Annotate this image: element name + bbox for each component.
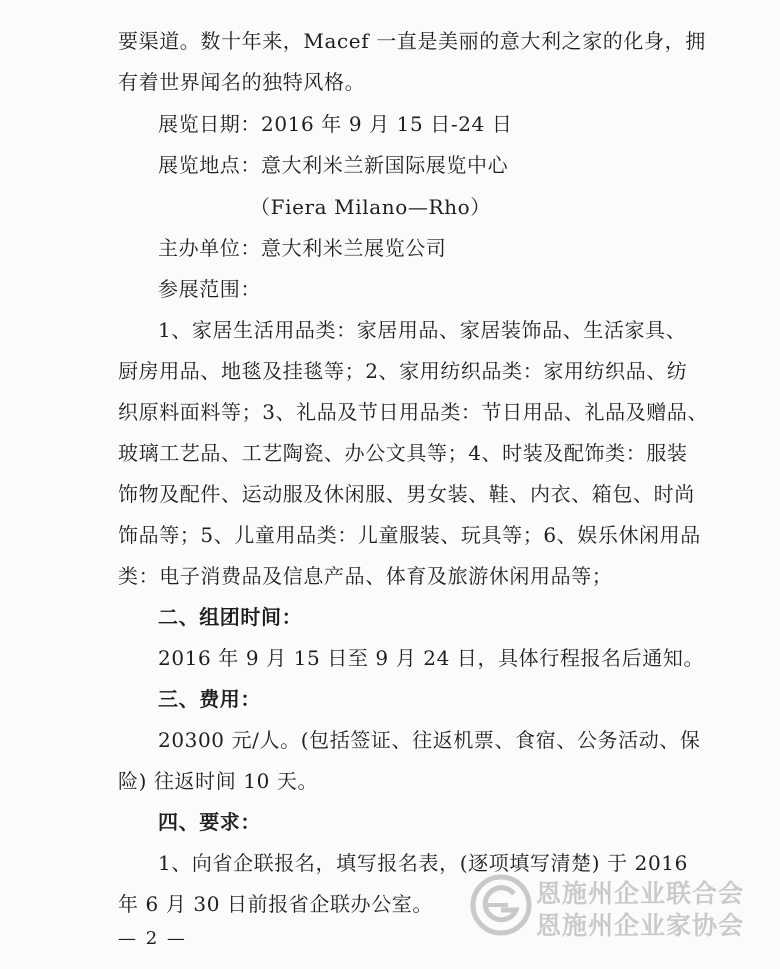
exhibition-date: 展览日期：2016 年 9 月 15 日-24 日 <box>158 112 513 136</box>
exhibition-venue-english: （Fiera Milano—Rho） <box>250 195 491 219</box>
text-line-10: 织原料面料等；3、礼品及节日用品类：节日用品、礼品及赠品、 <box>118 400 709 424</box>
schedule-text: 2016 年 9 月 15 日至 9 月 24 日，具体行程报名后通知。 <box>158 646 705 670</box>
exhibition-venue: 展览地点：意大利米兰新国际展览中心 <box>158 153 509 177</box>
watermark-line-1: 恩施州企业联合会 <box>536 879 745 908</box>
watermark <box>470 872 770 942</box>
page-number: — 2 — <box>118 928 187 949</box>
section-heading-fees: 三、费用： <box>158 687 261 711</box>
text-line-13: 饰品等；5、儿童用品类：儿童服装、玩具等；6、娱乐休闲用品 <box>118 523 701 547</box>
fees-text-1: 20300 元/人。(包括签证、往返机票、食宿、公务活动、保 <box>158 728 701 752</box>
exhibit-scope-heading: 参展范围： <box>158 277 261 301</box>
text-line-14: 类：电子消费品及信息产品、体育及旅游休闲用品等； <box>118 564 613 588</box>
requirements-text-1: 1、向省企联报名，填写报名表，(逐项填写清楚) 于 2016 <box>158 851 688 875</box>
text-line-8: 1、家居生活用品类：家居用品、家居装饰品、生活家具、 <box>158 318 687 342</box>
text-line-12: 饰物及配件、运动服及休闲服、男女装、鞋、内衣、箱包、时尚 <box>118 482 695 506</box>
section-heading-requirements: 四、要求： <box>158 810 261 834</box>
requirements-text-2: 年 6 月 30 日前报省企联办公室。 <box>118 892 434 916</box>
enterprise-federation-logo-icon <box>470 874 532 936</box>
text-line-9: 厨房用品、地毯及挂毯等；2、家用纺织品类：家用纺织品、纺 <box>118 359 688 383</box>
organizer: 主办单位：意大利米兰展览公司 <box>158 236 447 260</box>
section-heading-schedule: 二、组团时间： <box>158 605 303 629</box>
watermark-line-2: 恩施州企业家协会 <box>536 911 745 940</box>
fees-text-2: 险) 往返时间 10 天。 <box>118 769 319 793</box>
text-line-11: 玻璃工艺品、工艺陶瓷、办公文具等；4、时装及配饰类：服装 <box>118 441 688 465</box>
text-line-2: 有着世界闻名的独特风格。 <box>118 70 366 94</box>
text-line-1: 要渠道。数十年来，Macef 一直是美丽的意大利之家的化身，拥 <box>118 29 706 53</box>
